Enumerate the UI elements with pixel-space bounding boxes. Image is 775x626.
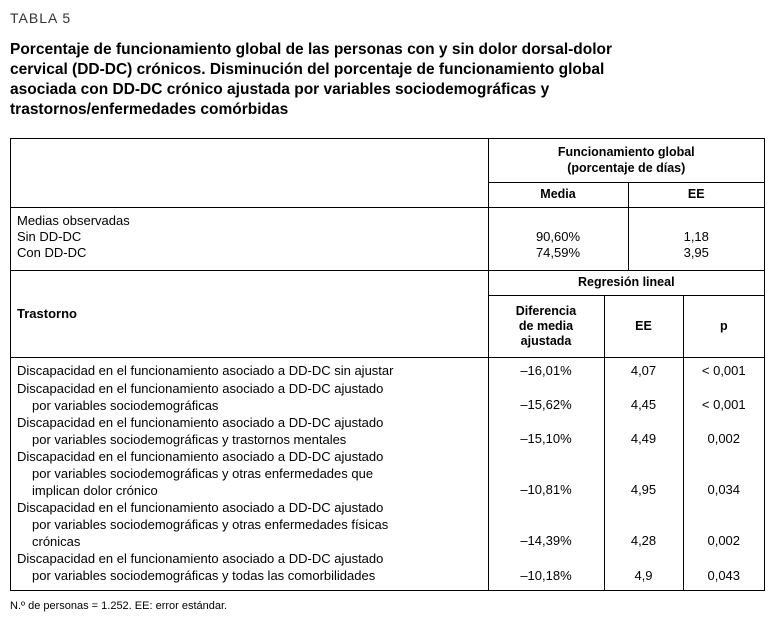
p-value: < 0,001: [701, 363, 746, 378]
global-functioning-header: [488, 139, 764, 182]
group-label: Medias observadas: [17, 212, 130, 228]
trastorno-label: [11, 448, 488, 499]
observed-means-labels: [11, 207, 488, 270]
diff-value: –14,39%: [488, 499, 604, 550]
trastorno-label: [11, 414, 488, 448]
media-value: 90,60%: [535, 228, 581, 244]
observed-ee-values: [628, 207, 764, 270]
ee-value: 1,18: [683, 228, 709, 244]
table-row: [11, 550, 764, 590]
media-value: 74,59%: [535, 244, 581, 260]
label-line: Discapacidad en el funcionamiento asociado a DD-DC ajustado: [17, 381, 384, 396]
diff-value: –15,10%: [488, 414, 604, 448]
header-line: de media: [518, 319, 574, 333]
trastorno-label: [11, 380, 488, 414]
label-line: por variables sociodemográficas y otras enfermedades que: [32, 466, 374, 481]
label-line: por variables sociodemográficas y otras enfermedades físicas: [32, 517, 389, 532]
label-line: por variables sociodemográficas: [32, 398, 219, 413]
col-header-ee: EE: [604, 296, 683, 358]
label-line: Discapacidad en el funcionamiento asociado a DD-DC sin ajustar: [17, 363, 394, 378]
col-header-p: p: [683, 296, 764, 358]
regression-header: Regresión lineal: [488, 271, 764, 296]
table-row: [11, 271, 764, 296]
title-line: cervical (DD-DC) crónicos. Disminución del porcentaje de funcionamiento global: [10, 61, 605, 78]
table-row: [11, 414, 764, 448]
label-line: Discapacidad en el funcionamiento asociado a DD-DC ajustado: [17, 500, 384, 515]
row-label: Sin DD-DC: [17, 228, 82, 244]
global-functioning-section: [11, 139, 764, 271]
p-value: 0,043: [707, 568, 741, 583]
table-row: [11, 358, 764, 381]
table-row: [11, 380, 764, 414]
label-line: Discapacidad en el funcionamiento asociado a DD-DC ajustado: [17, 449, 384, 464]
ee-value: 4,95: [604, 448, 683, 499]
row-label: Con DD-DC: [17, 244, 87, 260]
ee-value: 4,45: [604, 380, 683, 414]
label-line: por variables sociodemográficas y trastornos mentales: [32, 432, 347, 447]
title-line: asociada con DD-DC crónico ajustada por variables sociodemográficas y: [10, 81, 550, 98]
trastorno-label: [11, 358, 488, 381]
col-header-trastorno: Trastorno: [11, 271, 488, 358]
trastorno-label: [11, 499, 488, 550]
diff-value: –15,62%: [488, 380, 604, 414]
ee-value: 4,9: [604, 550, 683, 590]
trastorno-label: [11, 550, 488, 590]
diff-value: –10,18%: [488, 550, 604, 590]
header-line: ajustada: [520, 334, 572, 348]
ee-value: 4,07: [604, 358, 683, 381]
table-row: [11, 207, 764, 270]
label-line: Discapacidad en el funcionamiento asociado a DD-DC ajustado: [17, 415, 384, 430]
table-number-label: TABLA 5: [10, 10, 72, 26]
diff-value: –16,01%: [488, 358, 604, 381]
statistics-table: [10, 138, 765, 591]
p-value: 0,002: [707, 533, 741, 548]
observed-media-values: [488, 207, 628, 270]
title-line: Porcentaje de funcionamiento global de las personas con y sin dolor dorsal-dolor: [10, 41, 613, 58]
ee-value: 3,95: [683, 244, 709, 260]
p-value: 0,002: [707, 431, 741, 446]
label-line: implican dolor crónico: [32, 483, 158, 498]
diff-value: –10,81%: [488, 448, 604, 499]
p-value: < 0,001: [701, 397, 746, 412]
linear-regression-section: [11, 271, 764, 591]
table-row: [11, 499, 764, 550]
table-footnote: N.º de personas = 1.252. EE: error estándar.: [10, 600, 228, 612]
header-line: Funcionamiento global: [557, 145, 695, 160]
label-line: crónicas: [32, 534, 81, 549]
table-row: [11, 139, 764, 182]
ee-value: 4,49: [604, 414, 683, 448]
label-line: Discapacidad en el funcionamiento asociado a DD-DC ajustado: [17, 551, 384, 566]
col-header-ee: EE: [628, 182, 764, 207]
corner-empty-cell: [11, 139, 488, 207]
table-row: [11, 448, 764, 499]
title-line: trastornos/enfermedades comórbidas: [10, 101, 289, 118]
ee-value: 4,28: [604, 499, 683, 550]
header-line: Diferencia: [515, 304, 577, 318]
label-line: por variables sociodemográficas y todas las comorbilidades: [32, 568, 376, 583]
p-value: 0,034: [707, 482, 741, 497]
col-header-media: Media: [488, 182, 628, 207]
col-header-adjusted-mean-difference: [488, 296, 604, 358]
page-title: [10, 40, 765, 120]
header-line: (porcentaje de días): [567, 161, 686, 176]
